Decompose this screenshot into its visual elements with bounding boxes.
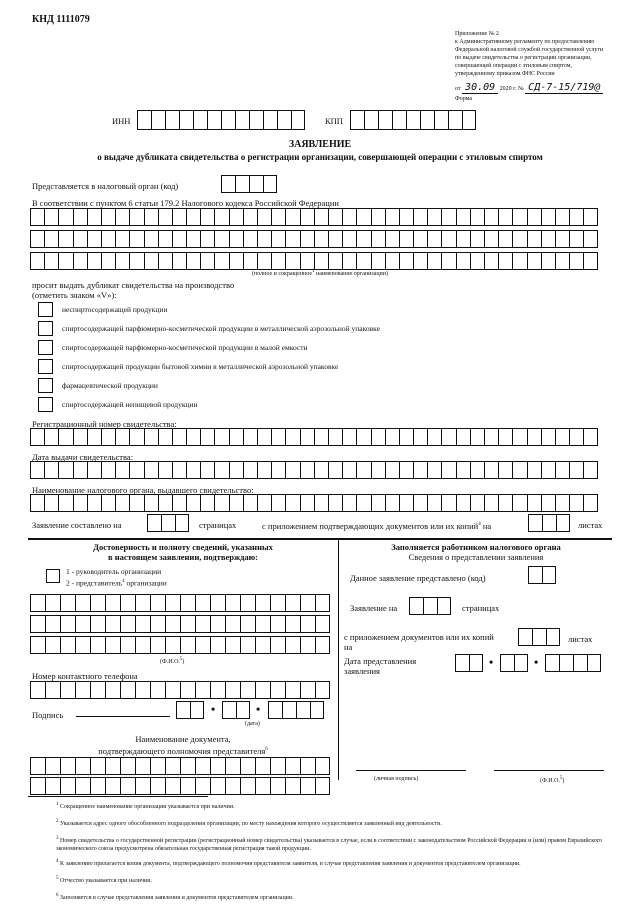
date-separator: • bbox=[211, 702, 216, 716]
staff-fio-line[interactable] bbox=[494, 770, 604, 771]
option-label: фармацевтической продукции bbox=[62, 381, 158, 390]
reg-number-field[interactable] bbox=[30, 428, 598, 446]
sign-month-field[interactable] bbox=[222, 701, 250, 719]
sign-label: Подпись bbox=[32, 710, 64, 720]
personal-sign-caption: (личная подпись) bbox=[374, 776, 419, 782]
appendix-line: Федеральной налоговой службой государственной услуги bbox=[455, 47, 604, 53]
sign-year-field[interactable] bbox=[268, 701, 324, 719]
request-line-1: просит выдать дубликат свидетельства на производство bbox=[32, 280, 235, 290]
fio-row-1[interactable] bbox=[30, 594, 330, 612]
staff-pages-label: страницах bbox=[462, 603, 500, 613]
option-checkbox[interactable] bbox=[38, 397, 53, 412]
staff-year-field[interactable] bbox=[545, 654, 601, 672]
staff-subtitle: Сведения о представлении заявления bbox=[408, 552, 544, 562]
option-label: спиртосодержащей продукции бытовой химии в металлической аэрозольной упаковке bbox=[62, 362, 339, 371]
confirm-title-1: Достоверность и полноту сведений, указанных bbox=[93, 542, 273, 552]
footnote: $^2$ Указывается адрес одного обособленного подразделения организации, по месту нахождения которого осуществляется заявленный вид деятельности. bbox=[56, 819, 442, 827]
pages-label: страницах bbox=[199, 520, 237, 530]
appendix-block bbox=[455, 30, 625, 78]
staff-fio-caption: (Ф.И.О.$^5$) bbox=[540, 776, 565, 784]
date-separator: • bbox=[534, 655, 539, 669]
order-number: СД-7-15/719@ bbox=[525, 82, 603, 94]
staff-date-label-1: Дата представления bbox=[344, 656, 417, 666]
presented-code-field[interactable] bbox=[528, 566, 556, 584]
order-prefix: от bbox=[455, 86, 461, 92]
inn-field[interactable] bbox=[137, 110, 305, 130]
org-name-row-2[interactable] bbox=[30, 230, 598, 248]
pursuant-text: В соответствии с пунктом 6 статьи 179.2 Налогового кодекса Российской Федерации bbox=[32, 198, 339, 208]
staff-title: Заполняется работником налогового органа bbox=[391, 542, 561, 552]
org-name-caption: (полное и сокращенное$^1$ наименование организации) bbox=[252, 269, 388, 277]
option-checkbox[interactable] bbox=[38, 359, 53, 374]
option-label: спиртосодержащей непищевой продукции bbox=[62, 400, 198, 409]
section-divider bbox=[28, 538, 612, 540]
knd-code: КНД 1111079 bbox=[32, 14, 90, 25]
footnote-divider bbox=[28, 796, 208, 797]
option-checkbox[interactable] bbox=[38, 340, 53, 355]
confirm-title-2: в настоящем заявлении, подтверждаю: bbox=[108, 552, 258, 562]
date-caption: (дата) bbox=[245, 721, 260, 727]
staff-date-label-2: заявления bbox=[344, 666, 380, 676]
footnote: $^4$ К заявлению прилагается копия документа, подтверждающего полномочия представителя заявителя, в случае представления заявления и документов представителем организации. bbox=[56, 859, 521, 867]
appendix-line: к Административному регламенту по предоставлению bbox=[455, 39, 595, 45]
sign-day-field[interactable] bbox=[176, 701, 204, 719]
doc-name-1: Наименование документа, bbox=[135, 734, 231, 744]
pages-field[interactable] bbox=[147, 514, 189, 532]
tax-authority-field[interactable] bbox=[30, 494, 598, 512]
staff-pages-field[interactable] bbox=[409, 597, 451, 615]
date-separator: • bbox=[256, 702, 261, 716]
phone-label: Номер контактного телефона bbox=[32, 671, 138, 681]
option-checkbox[interactable] bbox=[38, 302, 53, 317]
with-docs-label: с приложением подтверждающих документов или их копий$^4$ на bbox=[262, 520, 492, 531]
appendix-line: совершающей операции с этиловым спиртом, bbox=[455, 63, 573, 69]
appendix-line: Приложение № 2 bbox=[455, 31, 499, 37]
staff-on: на bbox=[344, 642, 353, 652]
form-label: Форма bbox=[455, 96, 473, 102]
sheets-field[interactable] bbox=[528, 514, 570, 532]
sheets-label: листах bbox=[578, 520, 603, 530]
role-checkbox[interactable] bbox=[46, 569, 60, 583]
form-title: ЗАЯВЛЕНИЕ bbox=[288, 139, 352, 150]
date-separator: • bbox=[489, 655, 494, 669]
footnotes bbox=[56, 801, 606, 902]
option-checkbox[interactable] bbox=[38, 321, 53, 336]
staff-with-docs-label: с приложением документов или их копий bbox=[344, 632, 494, 642]
inn-label: ИНН bbox=[112, 116, 131, 126]
role-2: 2 - представитель$^4$ организации bbox=[66, 578, 167, 588]
option-label: спиртосодержащей парфюмерно-косметической продукции в металлической аэрозольной упаковке bbox=[62, 324, 380, 333]
org-name-row-1[interactable] bbox=[30, 208, 598, 226]
staff-month-field[interactable] bbox=[500, 654, 528, 672]
footnote: $^6$ Заполняется в случае представления заявления и документов представителем организации. bbox=[56, 893, 294, 901]
tax-authority-label: Наименование налогового органа, выдавшего свидетельство: bbox=[32, 485, 254, 495]
appendix-line: по выдаче свидетельства о регистрации организации, bbox=[455, 55, 592, 61]
option-checkbox[interactable] bbox=[38, 378, 53, 393]
option-label: спиртосодержащей парфюмерно-косметической продукции в малой емкости bbox=[62, 343, 308, 352]
role-1: 1 - руководитель организации bbox=[66, 567, 162, 576]
reg-number-label: Регистрационный номер свидетельства: bbox=[32, 419, 177, 429]
presented-code-label: Данное заявление представлено (код) bbox=[350, 573, 486, 583]
order-line bbox=[455, 84, 603, 93]
staff-on-label: Заявление на bbox=[350, 603, 398, 613]
staff-sheets-field[interactable] bbox=[518, 628, 560, 646]
signature-line[interactable] bbox=[76, 716, 170, 717]
footnote: $^3$ Номер свидетельства о государственной регистрации (регистрационный номер свидетельства) указывается в случае, если в соответствии с законодательством Российской Федерации и (или) правом Евразийского экономического союза предусмотрена обязательная государственная регистрация такой продукции. bbox=[56, 836, 603, 852]
fio-row-2[interactable] bbox=[30, 615, 330, 633]
kpp-field[interactable] bbox=[350, 110, 476, 130]
kpp-label: КПП bbox=[325, 116, 343, 126]
tax-org-code-field[interactable] bbox=[221, 175, 277, 193]
option-label: неспиртосодержащей продукции bbox=[62, 305, 168, 314]
tax-org-label: Представляется в налоговый орган (код) bbox=[32, 181, 179, 191]
column-divider bbox=[338, 540, 339, 780]
order-year: 2020 г. № bbox=[499, 86, 524, 92]
staff-signature-line[interactable] bbox=[356, 770, 466, 771]
footnote: $^5$ Отчество указывается при наличии. bbox=[56, 876, 152, 884]
doc-name-row-1[interactable] bbox=[30, 757, 330, 775]
staff-sheets-label: листах bbox=[568, 634, 593, 644]
phone-field[interactable] bbox=[30, 681, 330, 699]
doc-name-row-2[interactable] bbox=[30, 777, 330, 795]
fio-caption: (Ф.И.О.$^5$) bbox=[160, 657, 185, 665]
form-subtitle: о выдаче дубликата свидетельства о регистрации организации, совершающей операции с этиловым спиртом bbox=[97, 152, 543, 162]
footnote: $^1$ Сокращенное наименование организации указывается при наличии. bbox=[56, 802, 235, 810]
issue-date-label: Дата выдачи свидетельства: bbox=[32, 452, 134, 462]
fio-row-3[interactable] bbox=[30, 636, 330, 654]
order-date: 30.09 bbox=[462, 82, 498, 94]
doc-name-2: подтверждающего полномочия представителя$^6$ bbox=[98, 745, 268, 756]
appendix-line: утвержденному приказом ФНС России bbox=[455, 71, 555, 77]
staff-day-field[interactable] bbox=[455, 654, 483, 672]
composed-on-label: Заявление составлено на bbox=[32, 520, 122, 530]
issue-date-field[interactable] bbox=[30, 461, 598, 479]
request-line-2: (отметить знаком «V»): bbox=[32, 290, 117, 300]
